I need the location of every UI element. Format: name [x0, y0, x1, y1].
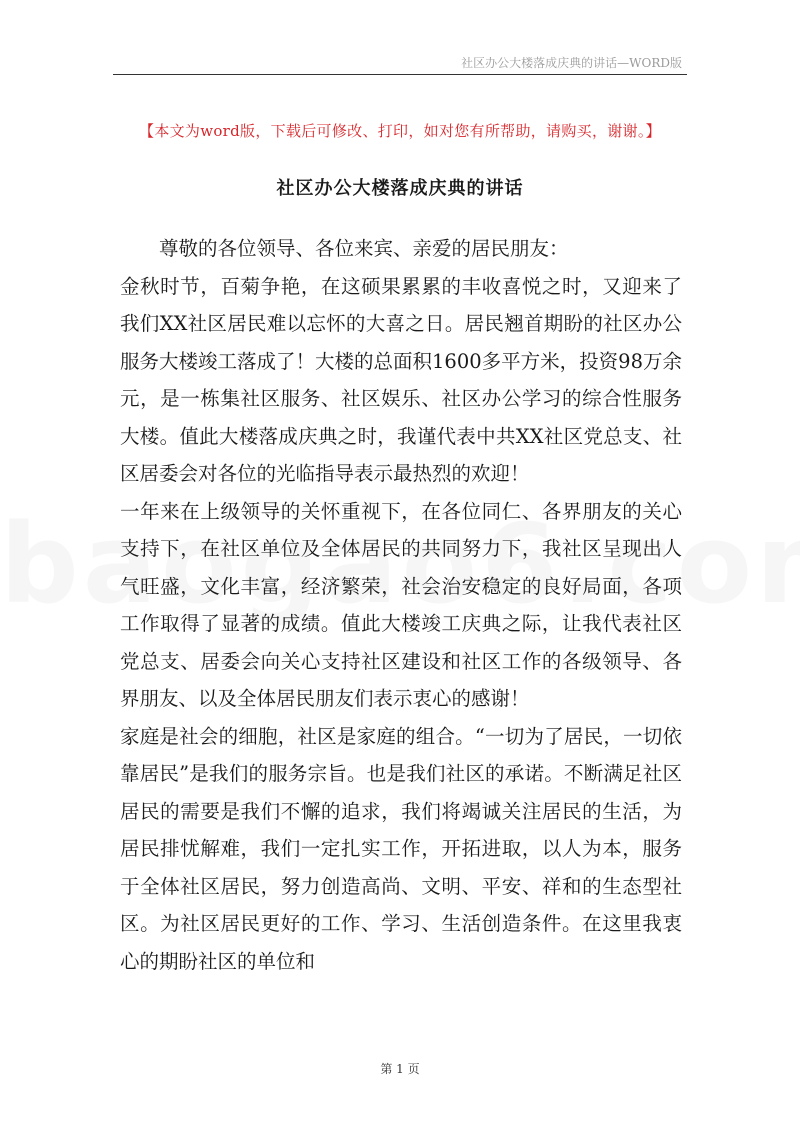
page-number: 第 1 页 — [380, 1062, 420, 1076]
document-body — [120, 230, 682, 980]
running-header: 社区办公大楼落成庆典的讲话—WORD版 — [461, 56, 682, 70]
header-divider — [113, 74, 687, 75]
paragraph-2: 一年来在上级领导的关怀重视下，在各位同仁、各界朋友的关心支持下，在社区单位及全体居民的共同努力下，我社区呈现出人气旺盛，文化丰富，经济繁荣，社会治安稳定的良好局面，各项工作取得了显著的成绩。值此大楼竣工庆典之际，让我代表社区党总支、居委会向关心支持社区建设和社区工作的各级领导、各界朋友、以及全体居民朋友们表示衷心的感谢！ — [120, 499, 682, 710]
paragraph-1: 金秋时节，百菊争艳，在这硕果累累的丰收喜悦之时，又迎来了我们XX社区居民难以忘怀的大喜之日。居民翘首期盼的社区办公服务大楼竣工落成了！大楼的总面积1600多平方米，投资98万余元，是一栋集社区服务、社区娱乐、社区办公学习的综合性服务大楼。值此大楼落成庆典之时，我谨代表中共XX社区党总支、社区居委会对各位的光临指导表示最热烈的欢迎！ — [120, 274, 682, 485]
document-title: 社区办公大楼落成庆典的讲话 — [276, 178, 524, 199]
salutation: 尊敬的各位领导、各位来宾、亲爱的居民朋友： — [159, 237, 569, 260]
paragraph-3: 家庭是社会的细胞，社区是家庭的组合。“一切为了居民，一切依靠居民”是我们的服务宗旨。也是我们社区的承诺。不断满足社区居民的需要是我们不懈的追求，我们将竭诚关注居民的生活，为居民排忧解难，我们一定扎实工作，开拓进取，以人为本，服务于全体社区居民，努力创造高尚、文明、平安、祥和的生态型社区。为社区居民更好的工作、学习、生活创造条件。在这里我衷心的期盼社区的单位和 — [120, 724, 682, 973]
word-version-notice: 【本文为word版，下载后可修改、打印，如对您有所帮助，请购买，谢谢。】 — [139, 122, 661, 140]
